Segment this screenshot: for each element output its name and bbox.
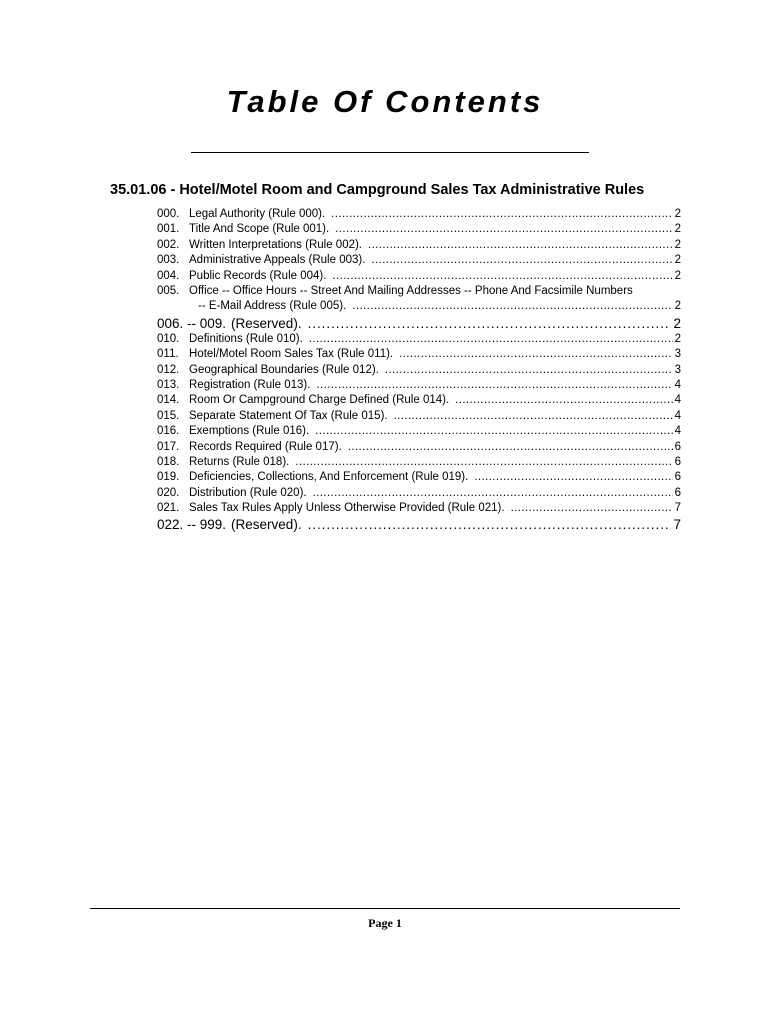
- toc-entry-text: Title And Scope (Rule 001).: [189, 223, 330, 236]
- page-number: Page 1: [368, 916, 402, 930]
- chapter-heading: 35.01.06 - Hotel/Motel Room and Campground Sales Tax Administrative Rules: [110, 182, 645, 198]
- toc-entry-number: 022. -- 999.: [157, 517, 227, 533]
- toc-entry-text: Sales Tax Rules Apply Unless Otherwise Provided (Rule 021).: [189, 502, 505, 515]
- toc-entry-text: Registration (Rule 013).: [189, 378, 311, 391]
- toc-entry-number: 013.: [157, 378, 180, 391]
- toc-dot-leader: [295, 455, 672, 470]
- toc-dot-leader: [313, 486, 673, 501]
- toc-entry-text: Records Required (Rule 017).: [189, 440, 342, 453]
- toc-entry-number: 000.: [157, 208, 180, 220]
- toc-list: [157, 207, 681, 533]
- toc-entry-number: 003.: [157, 254, 180, 267]
- toc-entry-text: Definitions (Rule 010).: [189, 332, 303, 345]
- toc-entry-016[interactable]: [157, 424, 681, 439]
- toc-entry-006-009[interactable]: [157, 315, 681, 332]
- toc-entry-text: Returns (Rule 018).: [189, 455, 290, 468]
- toc-entry-005[interactable]: [157, 284, 681, 315]
- toc-entry-011[interactable]: [157, 347, 681, 362]
- toc-entry-page: 3: [674, 363, 681, 376]
- toc-entry-001[interactable]: [157, 222, 681, 237]
- toc-entry-text: Deficiencies, Collections, And Enforcement (Rule 019).: [189, 471, 469, 484]
- toc-entry-page: 2: [674, 300, 681, 313]
- toc-entry-number: 005.: [157, 284, 180, 297]
- toc-entry-013[interactable]: [157, 378, 681, 393]
- toc-entry-015[interactable]: [157, 409, 681, 424]
- toc-entry-number: 020.: [157, 486, 180, 499]
- toc-entry-text: Distribution (Rule 020).: [189, 486, 307, 499]
- toc-entry-012[interactable]: [157, 363, 681, 378]
- toc-dot-leader: [371, 253, 672, 268]
- toc-entry-number: 015.: [157, 409, 180, 422]
- toc-entry-020[interactable]: [157, 486, 681, 501]
- toc-entry-number: 011.: [157, 348, 179, 361]
- toc-entry-number: 004.: [157, 269, 180, 282]
- toc-entry-022-999[interactable]: [157, 516, 681, 533]
- toc-dot-leader: [399, 347, 672, 362]
- toc-entry-page: 7: [674, 502, 681, 515]
- toc-entry-text: Office -- Office Hours -- Street And Mailing Addresses -- Phone And Facsimile Numbers: [189, 284, 633, 297]
- toc-entry-text: Geographical Boundaries (Rule 012).: [189, 363, 379, 376]
- toc-entry-text: Separate Statement Of Tax (Rule 015).: [189, 409, 388, 422]
- toc-entry-page: 6: [674, 486, 681, 499]
- toc-entry-page: 2: [674, 208, 681, 220]
- toc-dot-leader: [315, 424, 672, 439]
- toc-dot-leader: [474, 470, 672, 485]
- toc-entry-021[interactable]: [157, 501, 681, 516]
- toc-entry-number: 016.: [157, 425, 180, 438]
- toc-dot-leader: [316, 378, 672, 393]
- toc-entry-number: 017.: [157, 440, 180, 453]
- toc-entry-002[interactable]: [157, 238, 681, 253]
- toc-entry-page: 7: [673, 517, 681, 533]
- toc-entry-number: 002.: [157, 238, 180, 251]
- toc-dot-leader: [348, 440, 673, 455]
- toc-dot-leader: [455, 393, 672, 408]
- toc-entry-text: Room Or Campground Charge Defined (Rule 014).: [189, 394, 450, 407]
- toc-dot-leader: [335, 222, 672, 237]
- toc-entry-number: 001.: [157, 223, 180, 236]
- toc-entry-continuation: -- E-Mail Address (Rule 005).: [198, 300, 347, 313]
- footer-divider: [90, 908, 680, 909]
- toc-entry-text: Exemptions (Rule 016).: [189, 425, 310, 438]
- toc-entry-page: 2: [674, 223, 681, 236]
- toc-entry-017[interactable]: [157, 440, 681, 455]
- toc-entry-number: 012.: [157, 363, 180, 376]
- toc-entry-019[interactable]: [157, 470, 681, 485]
- toc-dot-leader: [394, 409, 673, 424]
- toc-entry-page: 6: [674, 455, 681, 468]
- toc-dot-leader: [352, 299, 672, 314]
- toc-entry-010[interactable]: [157, 332, 681, 347]
- toc-entry-text: Administrative Appeals (Rule 003).: [189, 254, 366, 267]
- toc-entry-text: Public Records (Rule 004).: [189, 269, 327, 282]
- toc-entry-page: 3: [674, 348, 681, 361]
- toc-entry-text: Written Interpretations (Rule 002).: [189, 238, 363, 251]
- toc-entry-page: 2: [674, 269, 681, 282]
- toc-entry-number: 019.: [157, 471, 180, 484]
- toc-dot-leader: [332, 269, 672, 284]
- toc-entry-000[interactable]: [157, 207, 681, 222]
- toc-entry-page: 6: [674, 471, 681, 484]
- toc-dot-leader: [385, 363, 673, 378]
- toc-dot-leader: [309, 332, 673, 347]
- toc-entry-page: 4: [674, 425, 681, 438]
- toc-entry-page: 2: [674, 238, 681, 251]
- toc-entry-018[interactable]: [157, 455, 681, 470]
- toc-entry-page: 2: [674, 254, 681, 267]
- toc-entry-number: 018.: [157, 455, 180, 468]
- toc-entry-004[interactable]: [157, 269, 681, 284]
- toc-entry-number: 006. -- 009.: [157, 315, 227, 331]
- toc-dot-leader: [308, 315, 672, 332]
- document-title: Table Of Contents: [226, 84, 544, 119]
- toc-entry-page: 2: [674, 332, 681, 345]
- toc-entry-014[interactable]: [157, 393, 681, 408]
- toc-entry-page: 6: [674, 440, 681, 453]
- toc-entry-page: 4: [674, 394, 681, 407]
- toc-entry-number: 014.: [157, 394, 180, 407]
- toc-dot-leader: [308, 516, 672, 533]
- toc-entry-page: 2: [673, 315, 681, 331]
- toc-entry-number: 021.: [157, 502, 180, 515]
- toc-entry-page: 4: [674, 378, 681, 391]
- toc-entry-number: 010.: [157, 332, 180, 345]
- toc-entry-text: Hotel/Motel Room Sales Tax (Rule 011).: [189, 348, 394, 361]
- toc-entry-text: Legal Authority (Rule 000).: [189, 208, 326, 220]
- toc-dot-leader: [368, 238, 673, 253]
- toc-entry-text: (Reserved).: [231, 517, 302, 533]
- toc-entry-page: 4: [674, 409, 681, 422]
- toc-entry-text: (Reserved).: [231, 315, 302, 331]
- title-divider: [191, 152, 589, 153]
- toc-dot-leader: [331, 207, 672, 222]
- toc-entry-003[interactable]: [157, 253, 681, 268]
- toc-dot-leader: [511, 501, 673, 516]
